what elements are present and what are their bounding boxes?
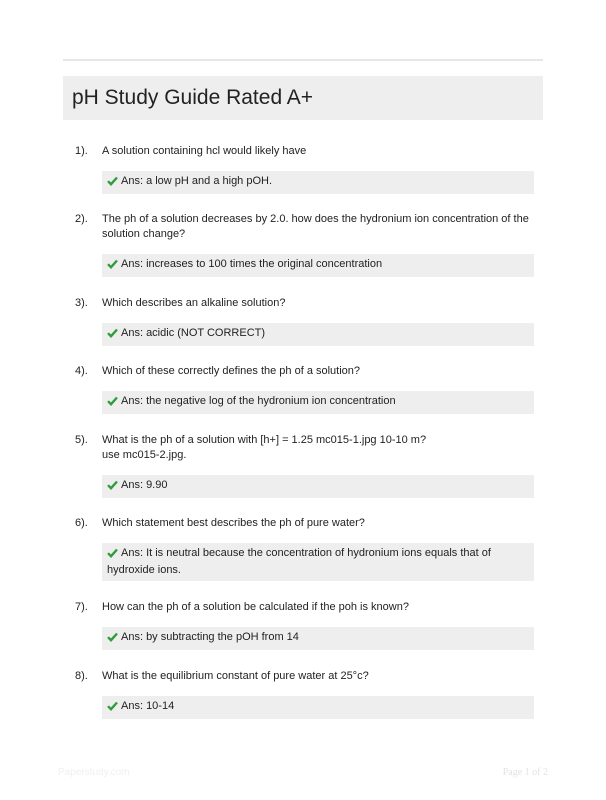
question-text-line2: use mc015-2.jpg. (102, 449, 187, 461)
question-text: What is the ph of a solution with [h+] = 1.25 mc015-1.jpg 10-10 m? (102, 434, 427, 446)
question-text: Which of these correctly defines the ph of a solution? (102, 365, 361, 377)
footer-watermark: Paperstudy.com (58, 767, 130, 778)
question-number: 4). (75, 365, 88, 377)
answer-text: Ans: acidic (NOT CORRECT) (121, 327, 266, 339)
question-text: A solution containing hcl would likely have (102, 145, 307, 157)
answer-text: Ans: the negative log of the hydronium ion concentration (121, 395, 396, 407)
answer-text: Ans: It is neutral because the concentration of hydronium ions equals that of hydroxide ions. (107, 547, 491, 576)
check-icon (107, 480, 119, 495)
question-text: Which describes an alkaline solution? (102, 297, 286, 309)
answer-box (102, 391, 534, 414)
question-item (75, 669, 540, 719)
answer-text: Ans: 10-14 (121, 700, 175, 712)
question-number: 7). (75, 601, 88, 613)
top-rule (63, 59, 543, 61)
question-item (75, 516, 540, 581)
answer-text: Ans: increases to 100 times the original concentration (121, 258, 383, 270)
check-icon (107, 259, 119, 274)
answer-box (102, 543, 534, 581)
question-item (75, 364, 540, 414)
check-icon (107, 396, 119, 411)
question-number: 3). (75, 297, 88, 309)
page-title: pH Study Guide Rated A+ (72, 86, 314, 109)
answer-box (102, 171, 534, 194)
answer-box (102, 627, 534, 650)
check-icon (107, 701, 119, 716)
title-bar (63, 76, 543, 120)
answer-box (102, 696, 534, 719)
answer-box (102, 323, 534, 346)
check-icon (107, 176, 119, 191)
check-icon (107, 328, 119, 343)
question-number: 6). (75, 517, 88, 529)
question-item (75, 600, 540, 650)
answer-text: Ans: a low pH and a high pOH. (121, 175, 273, 187)
question-number: 5). (75, 434, 88, 446)
question-number: 1). (75, 145, 88, 157)
question-number: 8). (75, 670, 88, 682)
answer-text: Ans: 9.90 (121, 479, 168, 491)
answer-box (102, 475, 534, 498)
question-text: How can the ph of a solution be calculated if the poh is known? (102, 601, 409, 613)
question-item (75, 144, 540, 194)
answer-box (102, 254, 534, 277)
question-text: What is the equilibrium constant of pure water at 25°c? (102, 670, 369, 682)
question-item (75, 212, 540, 277)
page-number: Page 1 of 2 (502, 767, 548, 778)
question-item (75, 433, 540, 498)
question-item (75, 296, 540, 346)
check-icon (107, 632, 119, 647)
question-text: The ph of a solution decreases by 2.0. how does the hydronium ion concentration of the solution change? (102, 213, 529, 240)
answer-text: Ans: by subtracting the pOH from 14 (121, 631, 299, 643)
question-number: 2). (75, 213, 88, 225)
check-icon (107, 548, 119, 563)
question-text: Which statement best describes the ph of pure water? (102, 517, 365, 529)
